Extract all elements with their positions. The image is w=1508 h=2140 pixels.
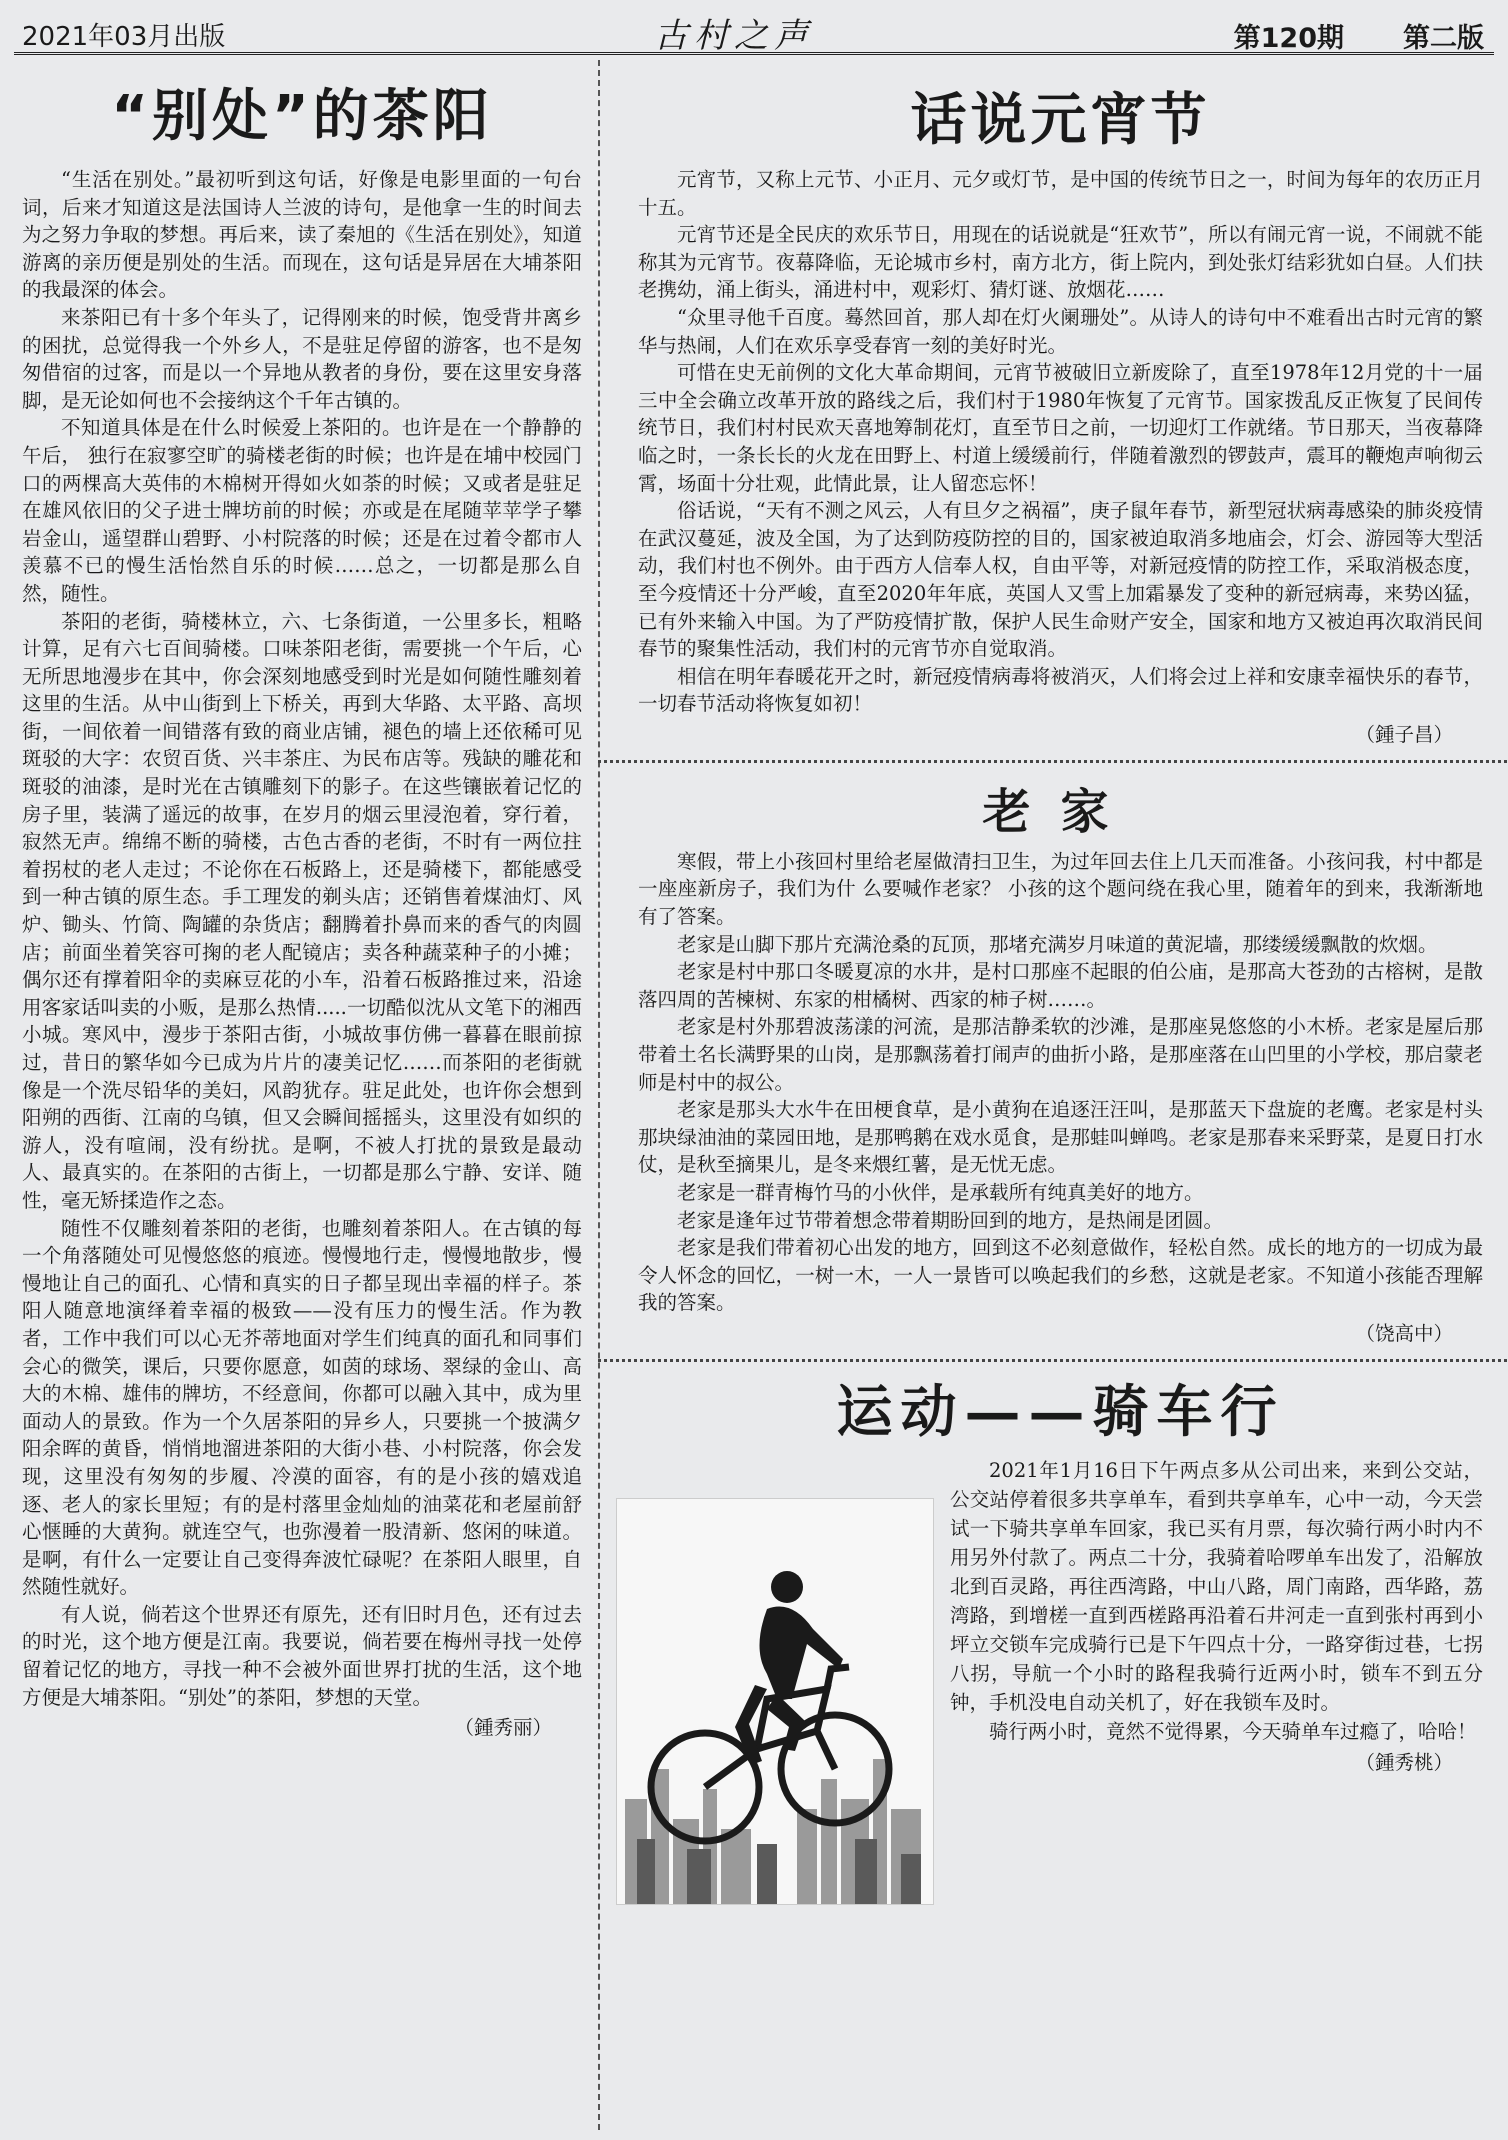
paragraph: 老家是我们带着初心出发的地方，回到这不必刻意做作，轻松自然。成长的地方的一切成为最令人怀念的回忆，一树一木，一人一景皆可以唤起我们的乡愁，这就是老家。不知道小孩能否理解我的答案。: [638, 1236, 1483, 1315]
cyclist-silhouette-icon: [616, 1498, 934, 1905]
author: （鍾秀桃）: [1355, 1750, 1453, 1774]
section-divider: [598, 760, 1508, 763]
article-title: “别处”的茶阳: [111, 84, 493, 149]
paragraph: 老家是那头大水牛在田梗食草，是小黄狗在追逐汪汪叫，是那蓝天下盘旋的老鹰。老家是村头那块绿油油的菜园田地，是那鸭鹅在戏水觅食，是那蛙叫蝉鸣。老家是那春来采野菜，是夏日打水仗，是秋至摘果儿，是冬来煨红薯，是无忧无虑。: [638, 1098, 1483, 1177]
paragraph: 2021年1月16日下午两点多从公司出来，来到公交站，公交站停着很多共享单车，看到共享单车，心中一动，今天尝试一下骑共享单车回家，我已买有月票，每次骑行两小时内不用另外付款了。两点二十分，我骑着哈啰单车出发了，沿解放北到百灵路，再往西湾路，中山八路，周门南路，西华路，荔湾路，到增槎一直到西槎路再沿着石井河走一直到张村再到小坪立交锁车完成骑行已是下午四点十分，一路穿街过巷，七拐八拐，导航一个小时的路程我骑行近两小时，锁车不到五分钟，手机没电自动关机了，好在我锁车及时。: [950, 1458, 1483, 1714]
paragraph: 老家是村中那口冬暖夏凉的水井，是村口那座不起眼的伯公庙，是那高大苍劲的古榕树，是散落四周的苦楝树、东家的柑橘树、西家的柿子树……。: [638, 960, 1483, 1011]
paragraph: 茶阳的老街，骑楼林立，六、七条街道，一公里多长，粗略计算，足有六七百间骑楼。口味茶阳老街，需要挑一个午后，心无所思地漫步在其中，你会深刻地感受到时光是如何随性雕刻着这里的生活。从中山街到上下桥关，再到大华路、太平路、高坝街，一间依着一间错落有致的商业店铺，褪色的墙上还依稀可见斑驳的大字：农贸百货、兴丰茶庄、为民布店等。残缺的雕花和斑驳的油漆，是时光在古镇雕刻下的影子。在这些镶嵌着记忆的房子里，装满了遥远的故事，在岁月的烟云里浸泡着，穿行着，寂然无声。绵绵不断的骑楼，古色古香的老街，不时有一两位拄着拐杖的老人走过；不论你在石板路上，还是骑楼下，都能感受到一种古镇的原生态。手工理发的剃头店；还销售着煤油灯、风炉、锄头、竹筒、陶罐的杂货店；翻腾着扑鼻而来的香气的肉圆店；前面坐着笑容可掬的老人配镜店；卖各种蔬菜种子的小摊；偶尔还有撑着阳伞的卖麻豆花的小车，沿着石板路推过来，沿途用客家话叫卖的小贩，是那么热情.....一切酷似沈从文笔下的湘西小城。寒风中，漫步于茶阳古街，小城故事仿佛一暮暮在眼前掠过，昔日的繁华如今已成为片片的凄美记忆……而茶阳的老街就像是一个洗尽铅华的美妇，风韵犹存。驻足此处，也许你会想到阳朔的西街、江南的乌镇，但又会瞬间摇摇头，这里没有如织的游人，没有喧闹，没有纷扰。是啊，不被人打扰的景致是最动人、最真实的。在茶阳的古街上，一切都是那么宁静、安详、随性，毫无矫揉造作之态。: [22, 609, 582, 1212]
column-divider: [598, 60, 600, 2130]
paragraph: “生活在别处。”最初听到这句话，好像是电影里面的一句台词，后来才知道这是法国诗人兰波的诗句，是他拿一生的时间去为之努力争取的梦想。再后来，读了秦旭的《生活在别处》，知道游离的亲历便是别处的生活。而现在，这句话是异居在大埔茶阳的我最深的体会。: [22, 168, 582, 302]
author: （饶高中）: [1355, 1321, 1453, 1345]
article-chayang: [22, 62, 582, 1745]
article-hometown: [638, 773, 1483, 1351]
publication-date: 2021年03月出版: [22, 22, 226, 52]
paragraph: 老家是逢年过节带着想念带着期盼回到的地方，是热闹是团圆。: [677, 1208, 1224, 1232]
paragraph: 骑行两小时，竟然不觉得累，今天骑单车过瘾了，哈哈！: [989, 1719, 1477, 1743]
paragraph: 俗话说，“天有不测之风云，人有旦夕之祸福”，庚子鼠年春节，新型冠状病毒感染的肺炎疫情在武汉蔓延，波及全国，为了达到防疫防控的目的，国家被迫取消多地庙会，灯会、游园等大型活动，我们村也不例外。由于西方人信奉人权，自由平等，对新冠疫情的防控工作，采取消极态度，至今疫情还十分严峻，直至2020年年底，英国人又雪上加霜暴发了变种的新冠病毒，来势凶猛，已有外来输入中国。为了严防疫情扩散，保护人民生命财产安全，国家和地方又被迫再次取消民间春节的聚集性活动，我们村的元宵节亦自觉取消。: [638, 499, 1483, 661]
page-label: 第二版: [1403, 23, 1484, 54]
paragraph: 不知道具体是在什么时候爱上茶阳的。也许是在一个静静的午后， 独行在寂寥空旷的骑楼老街的时候；也许是在埔中校园门口的两棵高大英伟的木棉树开得如火如荼的时候；又或者是驻足在雄风依旧的父子进士牌坊前的时候；亦或是在尾随苹苹学子攀岩金山，遥望群山碧野、小村院落的时候；还是在过着令都市人羡慕不已的慢生活怡然自乐的时候……总之，一切都是那么自然，随性。: [22, 416, 582, 605]
article-title: 运动——骑车行: [836, 1378, 1285, 1445]
paragraph: 相信在明年春暖花开之时，新冠疫情病毒将被消灭，人们将会过上祥和安康幸福快乐的春节，一切春节活动将恢复如初！: [638, 664, 1483, 716]
paragraph: 元宵节还是全民庆的欢乐节日，用现在的话说就是“狂欢节”，所以有闹元宵一说，不闹就不能称其为元宵节。夜幕降临，无论城市乡村，南方北方，街上院内，到处张灯结彩犹如白昼。人们扶老携幼，涌上街头，涌进村中，观彩灯、猜灯谜、放烟花……: [638, 223, 1483, 302]
paragraph: 老家是山脚下那片充满沧桑的瓦顶，那堵充满岁月味道的黄泥墙，那缕缓缓飘散的炊烟。: [677, 932, 1438, 956]
page-header: [14, 8, 1494, 55]
paragraph: 有人说，倘若这个世界还有原先，还有旧时月色，还有过去的时光，这个地方便是江南。我要说，倘若要在梅州寻找一处停留着记忆的地方，寻找一种不会被外面世界打扰的生活，这个地方便是大埔茶阳。“别处”的茶阳，梦想的天堂。: [22, 1602, 582, 1709]
paragraph: 老家是村外那碧波荡漾的河流，是那洁静柔软的沙滩，是那座晃悠悠的小木桥。老家是屋后那带着土名长满野果的山岗，是那飘荡着打闹声的曲折小路，是那座落在山凹里的小学校，那启蒙老师是村中的叔公。: [638, 1015, 1483, 1094]
article-title: 老家: [982, 783, 1139, 840]
issue-number: 第120期: [1233, 23, 1344, 54]
paragraph: 元宵节，又称上元节、小正月、元夕或灯节，是中国的传统节日之一，时间为每年的农历正月十五。: [638, 168, 1483, 219]
paragraph: 可惜在史无前例的文化大革命期间，元宵节被破旧立新废除了，直至1978年12月党的十一届三中全会确立改革开放的路线之后，我们村于1980年恢复了元宵节。国家拨乱反正恢复了民间传统节日，我们村村民欢天喜地筹制花灯，直至节日之前，一切迎灯工作就绪。节日那天，当夜幕降临之时，一条长长的火龙在田野上、村道上缓缓前行，伴随着激烈的锣鼓声，震耳的鞭炮声响彻云霄，场面十分壮观，此情此景，让人留恋忘怀！: [638, 361, 1483, 495]
paragraph: “众里寻他千百度。蓦然回首，那人却在灯火阑珊处”。从诗人的诗句中不难看出古时元宵的繁华与热闹，人们在欢乐享受春宵一刻的美好时光。: [638, 305, 1483, 357]
author: （鍾子昌）: [1355, 722, 1453, 746]
paragraph: 随性不仅雕刻着茶阳的老街，也雕刻着茶阳人。在古镇的每一个角落随处可见慢悠悠的痕迹。慢慢地行走，慢慢地散步，慢慢地让自己的面孔、心情和真实的日子都呈现出幸福的样子。茶阳人随意地演绎着幸福的极致——没有压力的慢生活。作为教者，工作中我们可以心无芥蒂地面对学生们纯真的面孔和同事们会心的微笑，课后，只要你愿意，如茵的球场、翠绿的金山、高大的木棉、雄伟的牌坊，不经意间，你都可以融入其中，成为里面动人的景致。作为一个久居茶阳的异乡人，只要挑一个披满夕阳余晖的黄昏，悄悄地溜进茶阳的大街小巷、小村院落，你会发现，这里没有匆匆的步履、冷漠的面容，有的是小孩的嬉戏追逐、老人的家长里短；有的是村落里金灿灿的油菜花和老屋前舒心惬睡的大黄狗。就连空气，也弥漫着一股清新、悠闲的味道。是啊，有什么一定要让自己变得奔波忙碌呢？在茶阳人眼里，自然随性就好。: [22, 1216, 582, 1599]
paragraph: 老家是一群青梅竹马的小伙伴，是承载所有纯真美好的地方。: [677, 1181, 1204, 1204]
section-divider: [598, 1359, 1508, 1362]
paragraph: 来茶阳已有十多个年头了，记得刚来的时候，饱受背井离乡的困扰，总觉得我一个外乡人，不是驻足停留的游客，也不是匆匆借宿的过客，而是以一个异地从教者的身份，要在这里安身落脚，是无论如何也不会接纳这个千年古镇的。: [22, 305, 582, 412]
article-lantern-festival: [638, 76, 1483, 752]
author: （鍾秀丽）: [454, 1716, 552, 1740]
masthead: 古村之声: [654, 16, 814, 56]
article-body: [950, 1456, 1483, 1780]
right-column: [638, 62, 1483, 1780]
article-cycling: [638, 1368, 1483, 1780]
article-title: 话说元宵节: [910, 88, 1211, 153]
paragraph: 寒假，带上小孩回村里给老屋做清扫卫生，为过年回去住上几天而准备。小孩问我，村中都是一座座新房子，我们为什 么要喊作老家？ 小孩的这个题问绕在我心里，随着年的到来，我渐渐地有了答案。: [638, 849, 1483, 929]
